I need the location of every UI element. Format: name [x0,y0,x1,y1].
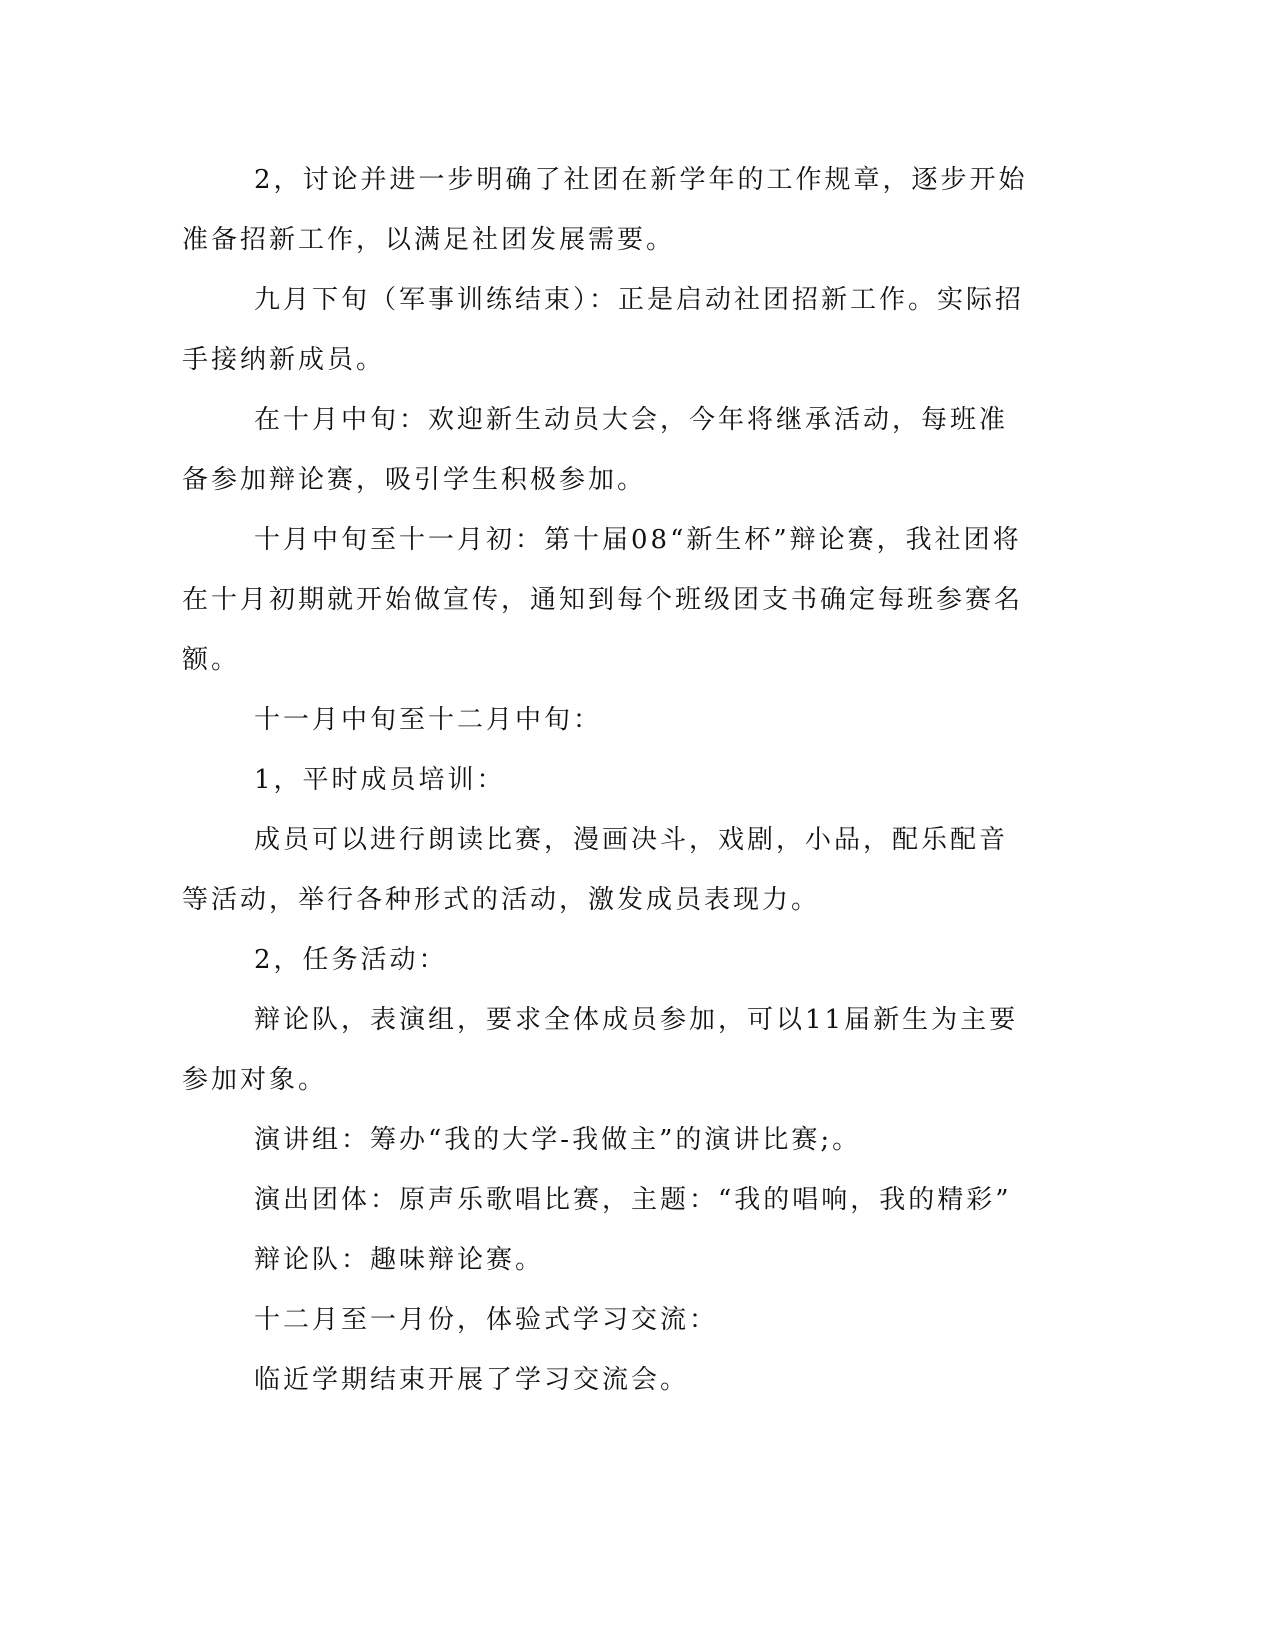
paragraph-performance-group: 演出团体：原声乐歌唱比赛，主题：“我的唱响，我的精彩” [254,1185,1012,1215]
paragraph-task-activities-heading: 2，任务活动： [254,945,448,975]
paragraph-september-recruit: 九月下旬（军事训练结束）：正是启动社团招新工作。实际招手接纳新成员。 [182,285,1025,375]
paragraph-october-mobilization: 在十月中旬：欢迎新生动员大会，今年将继承活动，每班准备参加辩论赛，吸引学生积极参加。 [182,405,1009,495]
paragraph-freshman-cup-debate: 十月中旬至十一月初：第十届08“新生杯”辩论赛，我社团将在十月初期就开始做宣传，通知到每个班级团支书确定每班参赛名额。 [182,525,1024,675]
paragraph-december-january: 十二月至一月份，体验式学习交流： [254,1305,719,1335]
paragraph-debate-team: 辩论队：趣味辩论赛。 [254,1245,545,1275]
paragraph-discuss-rules: 2，讨论并进一步明确了社团在新学年的工作规章，逐步开始准备招新工作，以满足社团发展需要。 [182,165,1028,255]
document-body [182,150,1032,1410]
paragraph-speech-group: 演讲组：筹办“我的大学-我做主”的演讲比赛;。 [254,1125,862,1155]
paragraph-task-activities-detail: 辩论队，表演组，要求全体成员参加，可以11届新生为主要参加对象。 [182,1005,1019,1095]
paragraph-member-training-detail: 成员可以进行朗读比赛，漫画决斗，戏剧，小品，配乐配音等活动，举行各种形式的活动，激发成员表现力。 [182,825,1009,915]
paragraph-term-end-exchange: 临近学期结束开展了学习交流会。 [254,1365,690,1395]
paragraph-november-december: 十一月中旬至十二月中旬： [254,705,603,735]
paragraph-member-training-heading: 1，平时成员培训： [254,765,506,795]
